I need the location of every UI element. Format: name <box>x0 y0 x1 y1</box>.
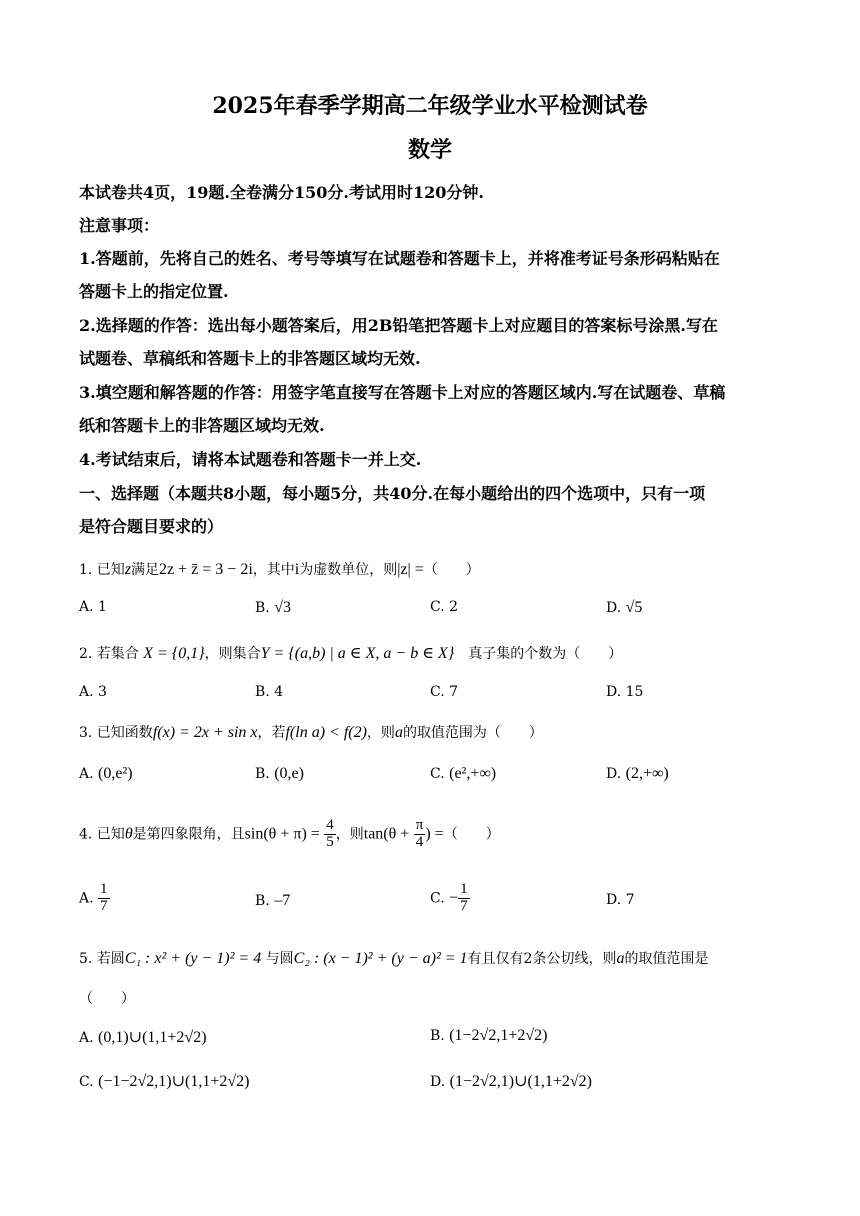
q4-option-c-num: 1 <box>460 881 468 897</box>
q4-option-b-label: B. <box>255 893 270 909</box>
q4-option-c-sign: − <box>449 889 459 907</box>
q1-option-c: C. 2 <box>430 599 459 615</box>
q4-tan-end: ) = <box>425 825 444 843</box>
question-3 <box>79 722 779 742</box>
q3-prefix: 3. 已知函数 <box>79 725 153 741</box>
q1-option-d <box>606 599 642 617</box>
note-3-line-2: 纸和答题卡上的非答题区域均无效. <box>79 416 325 435</box>
q5-option-c-label: C. <box>79 1074 94 1090</box>
subject-title: 数学 <box>407 137 452 163</box>
note-1-line-2: 答题卡上的指定位置. <box>79 282 229 301</box>
q4-fraction-num: 4 <box>326 817 334 833</box>
q4-var-theta: θ <box>124 825 133 843</box>
q3-option-a <box>79 765 133 783</box>
q3-var-a: a <box>394 724 403 741</box>
section-heading-line-1: 一、选择题（本题共8小题，每小题5分，共40分.在每小题给出的四个选项中，只有一项 <box>79 484 706 503</box>
q3-text-2: ，则 <box>366 725 395 741</box>
q3-condition: f(ln a) < f(2) <box>285 724 367 741</box>
q3-option-b-label: B. <box>255 766 270 782</box>
q2-text: ，则集合 <box>204 646 261 662</box>
q4-text: 是第四象限角，且 <box>132 826 245 843</box>
note-1-line-1: 1.答题前，先将自己的姓名、考号等填写在试题卷和答题卡上，并将准考证号条形码粘贴在 <box>79 249 720 268</box>
q1-option-d-label: D. <box>606 600 622 616</box>
q1-text-3: 为虚数单位，则 <box>299 562 398 578</box>
q5-option-b-label: B. <box>430 1028 445 1044</box>
q4-option-b <box>255 892 290 910</box>
q1-option-b <box>255 599 291 617</box>
note-2-line-1: 2.选择题的作答：选出每小题答案后，用2B铅笔把答题卡上对应题目的答案标号涂黑.写在 <box>79 316 718 335</box>
q1-equation: 2z + z̄ = 3 − 2i <box>159 561 253 578</box>
q5-circle-1: C₁ : x² + (y − 1)² = 4 <box>124 950 262 967</box>
q4-prefix: 4. 已知 <box>79 826 125 843</box>
q4-option-c-fraction <box>458 882 470 915</box>
q5-text-3: 的取值范围是 <box>624 951 709 967</box>
q5-option-a <box>79 1027 207 1047</box>
q1-var-i: i <box>294 561 300 578</box>
q2-option-c: C. 7 <box>430 684 459 700</box>
q5-option-c <box>79 1071 249 1091</box>
q4-tan-expr: tan(θ + <box>363 825 410 843</box>
q2-option-a: A. 3 <box>79 684 107 700</box>
q4-pi-num: π <box>415 817 424 833</box>
q2-set-x: X = {0,1} <box>143 645 205 662</box>
q5-option-c-value: (−1−2√2,1)∪(1,1+2√2) <box>98 1073 250 1090</box>
q2-option-b: B. 4 <box>255 684 284 700</box>
q4-pi-den: 4 <box>415 833 424 850</box>
q3-option-d <box>606 765 669 783</box>
q3-option-d-label: D. <box>606 766 622 782</box>
q5-blank: （ ） <box>79 991 135 1007</box>
q5-text-2: 有且仅有2条公切线，则 <box>467 951 617 967</box>
question-1 <box>79 559 779 579</box>
q5-option-d-label: D. <box>430 1074 446 1090</box>
q4-fraction-4-5 <box>324 818 336 851</box>
q4-option-a-num: 1 <box>100 881 108 897</box>
q5-option-d <box>430 1071 592 1091</box>
q3-option-d-value: (2,+∞) <box>625 765 669 782</box>
q5-option-a-value: (0,1)∪(1,1+2√2) <box>98 1029 207 1046</box>
q4-option-b-value: –7 <box>274 892 291 909</box>
question-5 <box>79 948 779 968</box>
q3-option-a-value: (0,e²) <box>98 765 133 782</box>
q1-prefix: 1. 已知 <box>79 562 125 578</box>
q1-text: 满足 <box>131 562 160 578</box>
q3-option-c-label: C. <box>430 766 445 782</box>
section-heading-line-2: 是符合题目要求的） <box>79 517 224 536</box>
q2-text-2: 真子集的个数为（ ） <box>468 646 623 662</box>
q1-text-2: ，其中 <box>252 562 295 578</box>
q4-text-2: ，则 <box>335 826 364 843</box>
q4-blank: （ ） <box>443 826 500 843</box>
q2-set-y: Y = {(a,b) | a ∈ X, a − b ∈ X} <box>260 645 455 662</box>
q1-var-z: z <box>124 561 132 578</box>
notes-heading: 注意事项： <box>79 216 160 235</box>
note-2-line-2: 试题卷、草稿纸和答题卡上的非答题区域均无效. <box>79 349 421 368</box>
exam-title: 2025年春季学期高二年级学业水平检测试卷 <box>212 93 648 119</box>
q3-text-3: 的取值范围为（ ） <box>402 725 543 741</box>
note-4: 4.考试结束后，请将本试题卷和答题卡一并上交. <box>79 450 422 469</box>
q4-fraction-den: 5 <box>326 833 334 850</box>
q5-option-d-value: (1−2√2,1)∪(1,1+2√2) <box>449 1073 592 1090</box>
q5-option-b-value: (1−2√2,1+2√2) <box>449 1027 548 1044</box>
q1-option-b-value: √3 <box>274 599 291 616</box>
q4-sin-expr: sin(θ + π) = <box>244 825 320 843</box>
q4-fraction-pi-4 <box>414 818 426 851</box>
q5-var-a: a <box>616 950 625 967</box>
q4-option-a-fraction <box>98 882 110 915</box>
q4-option-d: D. 7 <box>606 892 635 908</box>
intro-text: 本试卷共4页，19题.全卷满分150分.考试用时120分钟. <box>79 183 484 202</box>
q3-option-c <box>430 765 496 783</box>
q5-text: 与圆 <box>265 951 294 967</box>
q1-option-d-value: √5 <box>625 599 643 616</box>
q4-option-a-label: A. <box>79 890 94 907</box>
q1-option-a: A. 1 <box>79 599 107 615</box>
q4-option-c-label: C. <box>430 890 445 907</box>
q3-option-b <box>255 765 304 783</box>
q5-prefix: 5. 若圆 <box>79 951 125 967</box>
q5-circle-2: C₂ : (x − 1)² + (y − a)² = 1 <box>293 950 468 967</box>
q1-blank: （ ） <box>423 562 480 578</box>
q3-option-c-value: (e²,+∞) <box>449 765 497 782</box>
q4-option-c <box>430 882 470 915</box>
question-2 <box>79 643 779 663</box>
q4-option-a-den: 7 <box>100 897 108 914</box>
question-4 <box>79 818 779 851</box>
q2-option-d: D. 15 <box>606 684 644 700</box>
note-3-line-1: 3.填空题和解答题的作答：用签字笔直接写在答题卡上对应的答题区域内.写在试题卷、草稿 <box>79 383 726 402</box>
q1-abs-z: |z| = <box>397 561 424 578</box>
q3-option-a-label: A. <box>79 766 94 782</box>
q4-option-a <box>79 882 110 915</box>
q5-option-a-label: A. <box>79 1030 94 1046</box>
q2-prefix: 2. 若集合 <box>79 646 139 662</box>
q4-option-c-den: 7 <box>460 897 468 914</box>
q3-text: ，若 <box>257 725 286 741</box>
q1-option-b-label: B. <box>255 600 270 616</box>
q5-option-b <box>430 1027 547 1045</box>
q3-option-b-value: (0,e) <box>274 765 304 782</box>
q3-function: f(x) = 2x + sin x <box>152 724 258 741</box>
